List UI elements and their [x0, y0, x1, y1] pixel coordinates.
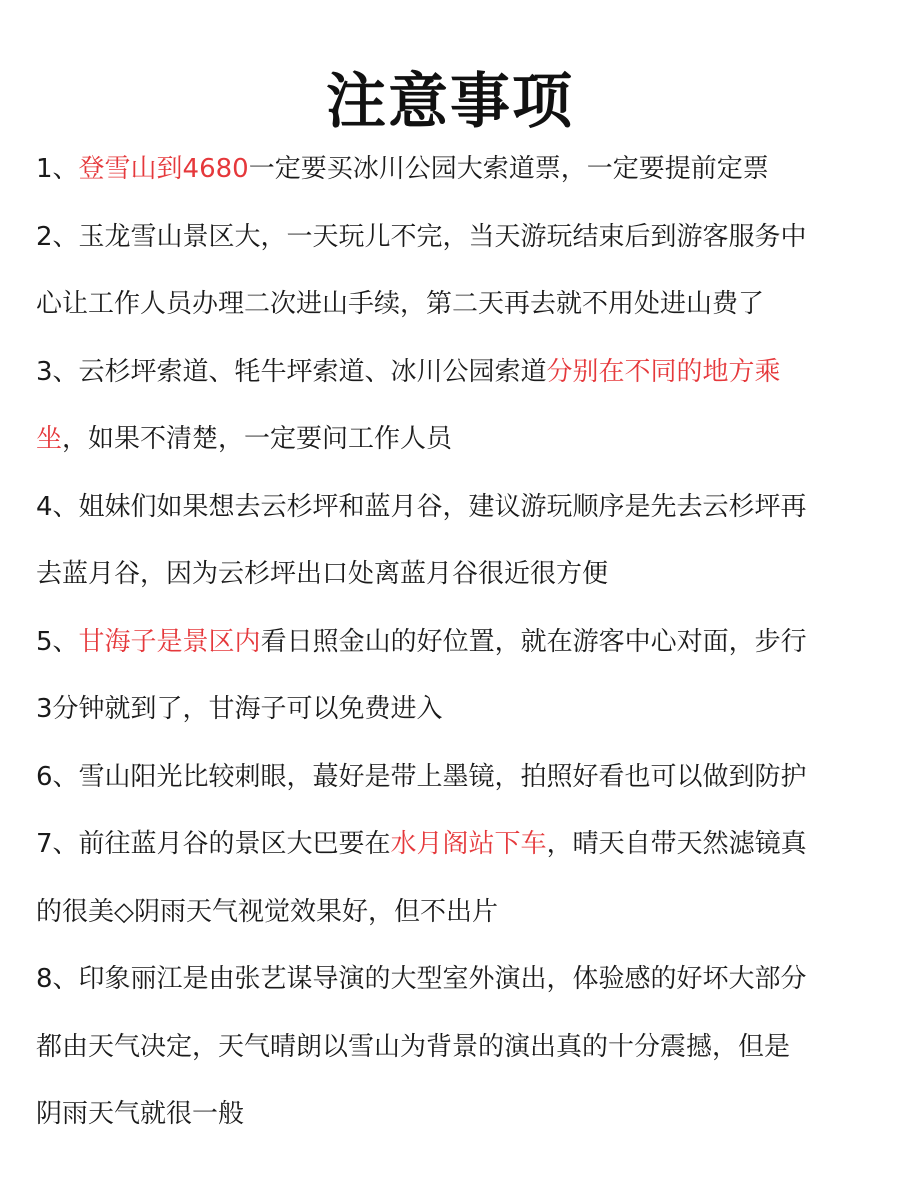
note-text: 7、前往蓝月谷的景区大巴要在: [36, 829, 391, 859]
note-7-line-1: [36, 811, 876, 879]
note-text: 6、雪山阳光比较刺眼，蕞好是带上墨镜，拍照好看也可以做到防护: [36, 761, 807, 792]
note-1-line-1: [36, 136, 876, 204]
highlighted-text: 登雪山到4680: [78, 154, 249, 184]
note-text: 5、: [36, 626, 79, 657]
note-4-line-2: [36, 541, 876, 609]
note-text: 去蓝月谷，因为云杉坪出口处离蓝月谷很近很方便: [36, 559, 609, 589]
note-8-line-2: [36, 1014, 876, 1082]
note-5-line-1: [36, 609, 876, 677]
note-7-line-2: [36, 879, 876, 947]
highlighted-text: 甘海子是景区内: [78, 626, 261, 657]
note-text: 2、玉龙雪山景区大，一天玩儿不完，当天游玩结束后到游客服务中: [36, 221, 807, 252]
page-title: 注意事项: [326, 67, 574, 138]
note-4-line-1: [36, 474, 876, 542]
note-8-line-3: [36, 1081, 876, 1149]
note-text: 4、姐妹们如果想去云杉坪和蓝月谷，建议游玩顺序是先去云杉坪再: [36, 491, 807, 522]
note-text: 心让工作人员办理二次进山手续，第二天再去就不用处进山费了: [36, 289, 765, 319]
note-text: 1、: [36, 154, 79, 184]
note-5-line-2: [36, 676, 876, 744]
note-6-line-1: [36, 744, 876, 812]
note-2-line-1: [36, 204, 876, 272]
note-text: 3、云杉坪索道、牦牛坪索道、冰川公园索道: [36, 356, 547, 387]
note-text: 8、印象丽江是由张艺谋导演的大型室外演出，体验感的好坏大部分: [36, 964, 807, 994]
note-text: ，晴天自带天然滤镜真: [546, 829, 807, 859]
highlighted-text: 水月阁站下车: [390, 829, 547, 859]
note-2-line-2: [36, 271, 876, 339]
note-3-line-1: [36, 339, 876, 407]
note-text: 3分钟就到了，甘海子可以免费进入: [36, 694, 443, 724]
note-text: 看日照金山的好位置，就在游客中心对面，步行: [260, 626, 807, 657]
note-8-line-1: [36, 946, 876, 1014]
note-text: 的很美◇阴雨天气视觉效果好，但不出片: [36, 896, 498, 927]
note-text: ，如果不清楚，一定要问工作人员: [62, 424, 453, 454]
notes-list: [36, 136, 876, 1149]
highlighted-text: 坐: [36, 424, 63, 454]
note-text: 阴雨天气就很一般: [36, 1099, 245, 1129]
note-3-line-2: [36, 406, 876, 474]
note-text: 都由天气决定，天气晴朗以雪山为背景的演出真的十分震撼，但是: [36, 1031, 791, 1062]
note-text: 一定要买冰川公园大索道票，一定要提前定票: [248, 154, 769, 184]
highlighted-text: 分别在不同的地方乘: [546, 356, 781, 387]
